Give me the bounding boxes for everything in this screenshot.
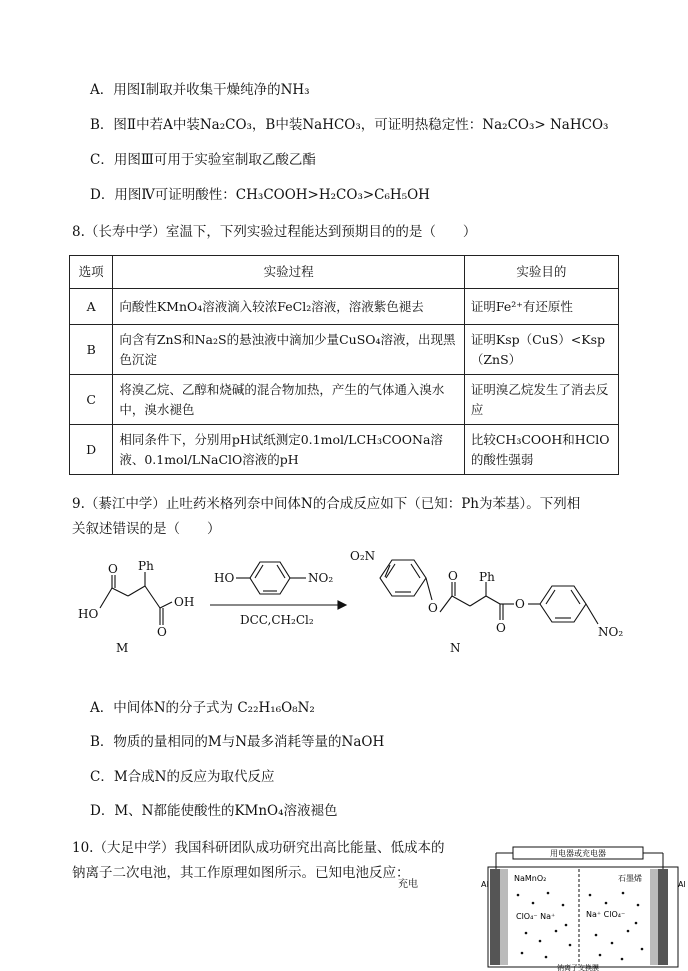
label-n: N [450,641,461,655]
m-o2-label: O [157,625,167,639]
q9-stem-line1: 9.（綦江中学）止吐药米格列奈中间体N的合成反应如下（已知：Ph为苯基）。下列相 [72,496,581,512]
q8-stem: 8.（长寿中学）室温下，下列实验过程能达到预期目的的是（ ） [72,224,477,240]
q7-option-c: C．用图Ⅲ可用于实验室制取乙酸乙酯 [90,152,316,168]
q9-option-b: B．物质的量相同的M与N最多消耗等量的NaOH [90,734,385,750]
row-option: D [70,425,113,475]
left-electrode [490,869,500,965]
n-o-label-4: O [515,597,525,611]
m-ph-label: Ph [138,559,154,573]
row-process: 相同条件下，分别用pH试纸测定0.1mol/LCH₃COONa溶液、0.1mol/LNaClO溶液的pH [113,425,465,475]
q9-option-a: A．中间体N的分子式为 C₂₂H₁₆O₈N₂ [90,700,315,716]
row-goal: 证明Fe²⁺有还原性 [464,289,618,325]
row-option: B [70,325,113,375]
row-option: C [70,375,113,425]
row-process: 向酸性KMnO₄溶液滴入较浓FeCl₂溶液，溶液紫色褪去 [113,289,465,325]
m-o-label: O [108,562,118,576]
membrane-label: 钠离子交换膜 [557,964,599,971]
al-left-label: Al [481,880,489,889]
n-o2n-label: O₂N [350,549,376,563]
al-right-label: Al [678,880,686,889]
row-process: 向含有ZnS和Na₂S的悬浊液中滴加少量CuSO₄溶液，出现黑色沉淀 [113,325,465,375]
q10-line1: 10.（大足中学）我国科研团队成功研究出高比能量、低成本的 [72,840,445,856]
device-label: 用电器或充电器 [550,849,606,858]
m-oh-label: OH [174,595,195,609]
row-process: 将溴乙烷、乙醇和烧碱的混合物加热，产生的气体通入溴水中，溴水褪色 [113,375,465,425]
header-goal: 实验目的 [464,256,618,289]
graphene-label: 石墨烯 [618,874,642,883]
n-o-label-2: O [448,569,458,583]
q9-option-c: C．M合成N的反应为取代反应 [90,769,275,785]
m-ho-label: HO [78,607,99,621]
q7-option-b: B．图Ⅱ中若A中装Na₂CO₃，B中装NaHCO₃，可证明热稳定性：Na₂CO₃> NaHCO₃ [90,117,609,133]
n-o-label-3: O [496,621,506,635]
row-goal: 比较CH₃COOH和HClO的酸性强弱 [464,425,618,475]
row-goal: 证明Ksp（CuS）<Ksp（ZnS） [464,325,618,375]
row-goal: 证明溴乙烷发生了消去反应 [464,375,618,425]
ions-left: ClO₄⁻ Na⁺ [516,912,556,921]
q9-option-d: D．M、N都能使酸性的KMnO₄溶液褪色 [90,803,338,819]
n-o-label: O [428,601,438,615]
namno2-label: NaMnO₂ [514,874,547,883]
reagent-no2: NO₂ [308,571,334,585]
q7-option-d: D．用图Ⅳ可证明酸性：CH₃COOH>H₂CO₃>C₆H₅OH [90,187,430,203]
header-process: 实验过程 [113,256,465,289]
reagent-ho: HO [214,571,235,585]
label-m: M [116,641,129,655]
n-ph-label: Ph [479,570,495,584]
electrolyte-dots [517,892,644,961]
battery-diagram [478,845,688,971]
row-option: A [70,289,113,325]
reaction-conditions: DCC,CH₂Cl₂ [240,613,314,627]
charge-label: 充电 [398,879,418,890]
q10-line2: 钠离子二次电池，其工作原理如图所示。已知电池反应： [72,865,410,881]
n-no2-label: NO₂ [598,625,624,639]
header-option: 选项 [70,256,113,289]
right-electrode [658,869,668,965]
ions-right: Na⁺ ClO₄⁻ [586,910,626,919]
q9-stem-line2: 关叙述错误的是（ ） [72,521,221,537]
q7-option-a: A．用图Ⅰ制取并收集干燥纯净的NH₃ [90,82,310,98]
